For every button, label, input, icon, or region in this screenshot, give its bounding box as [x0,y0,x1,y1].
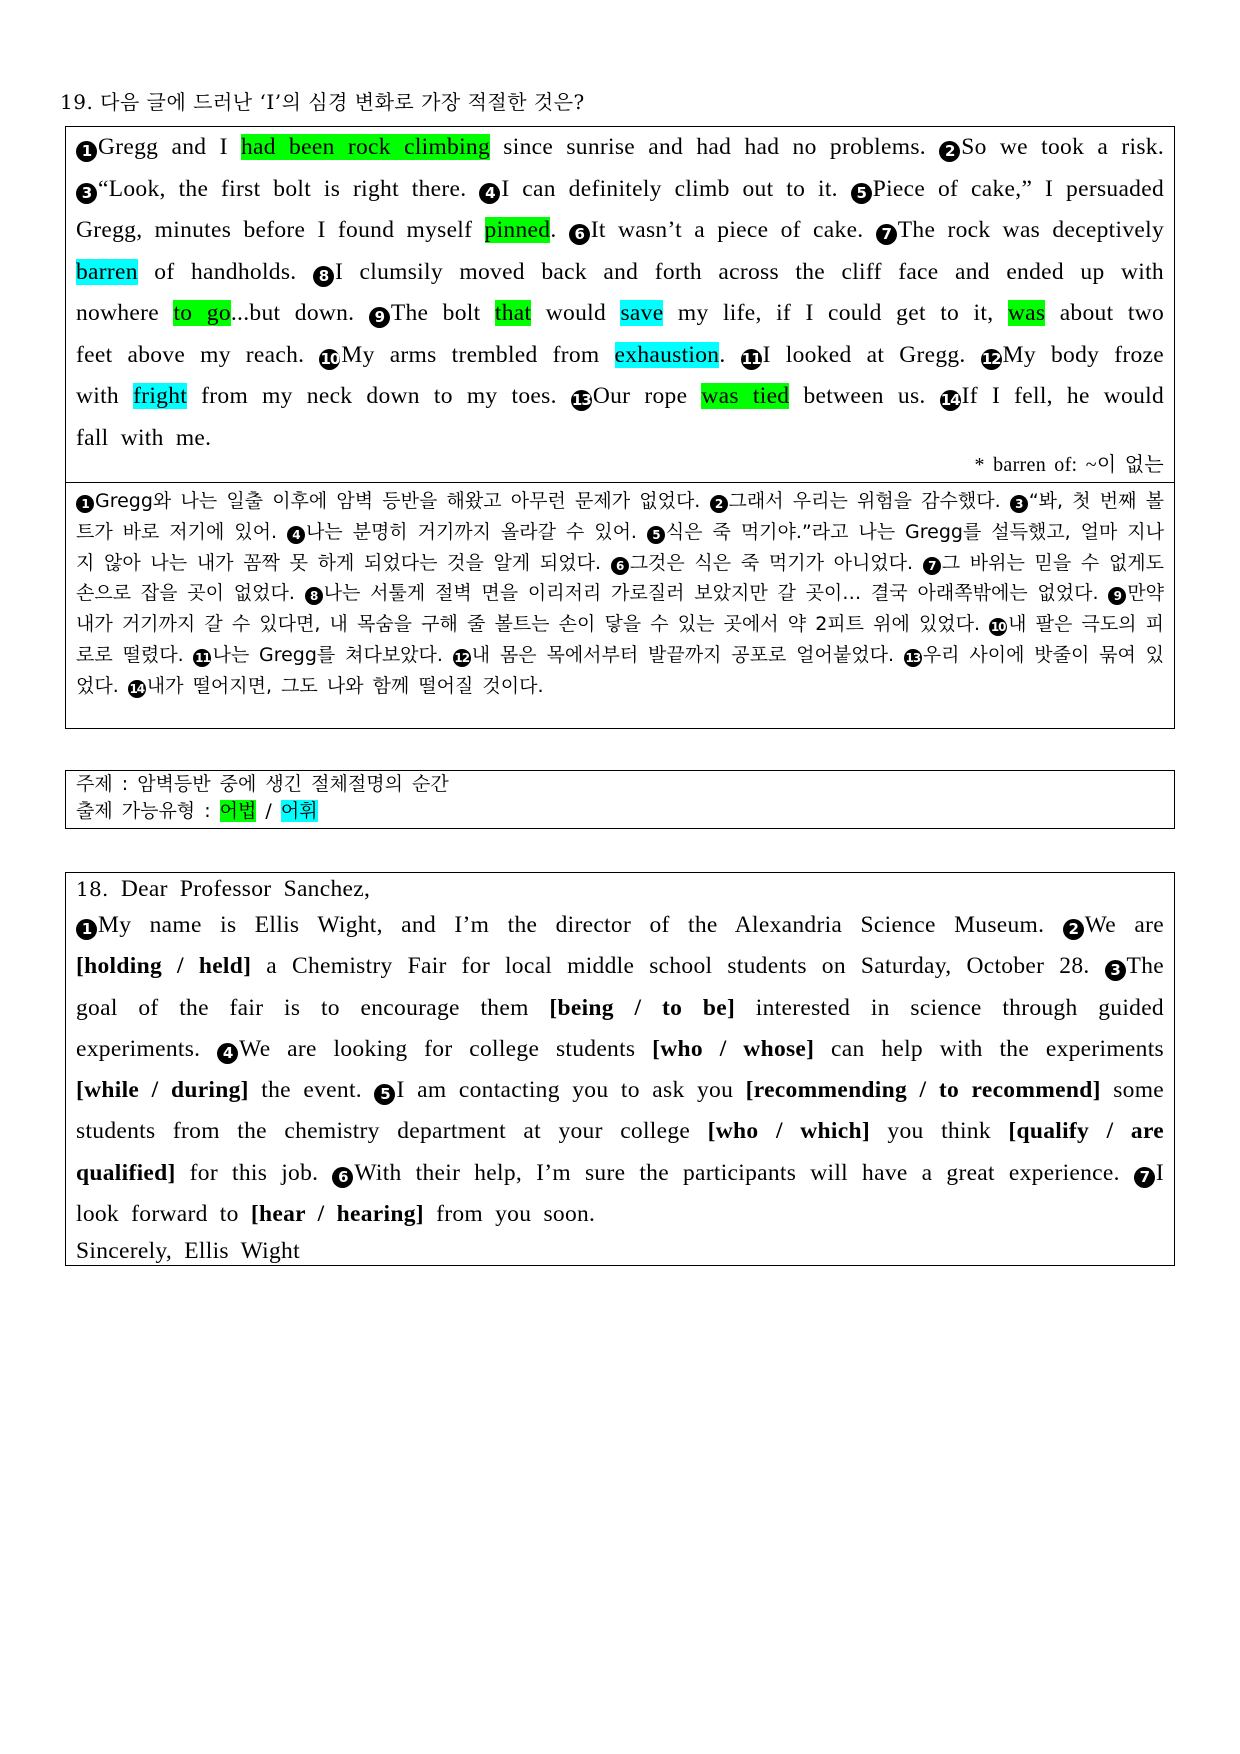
sentence-number-icon: 3 [1010,495,1028,513]
passage-text: If I fell, he would fall with me. [76,383,1165,451]
topic-value: 암벽등반 중에 생긴 절체절명의 순간 [137,773,449,795]
question-types-label: 출제 가능유형 : [76,800,220,822]
passage-text: It wasn’t a piece of cake. [590,217,876,243]
passage-text: since sunrise and had had no problems. [490,134,940,160]
passage-text: The rock was deceptively [897,217,1164,243]
letter-text: interested in science through guided experiments. [76,994,1164,1062]
translation-text: 그 바위는 믿을 수 없게도 손으로 잡을 곳이 없었다. [76,551,1165,605]
sentence-number-icon: 14 [940,391,960,409]
vocab-highlight: fright [133,383,188,409]
passage-text: I looked at Gregg. [762,341,981,368]
question-types-line [76,798,1164,825]
translation-text: 만약 내가 거기까지 갈 수 있다면, 내 목숨을 구해 줄 볼트는 손이 닿을 수 있는 곳에서 약 2피트 위에 있었다. [76,582,1164,636]
sentence-number-icon: 1 [76,141,97,162]
choice-blank: [who / which] [707,1118,870,1145]
passage-text: I clumsily moved back and forth across the cliff face and ended up with nowhere [76,258,1164,326]
sentence-number-icon: 6 [332,1167,353,1188]
choice-blank: [qualify / are qualified] [76,1118,1164,1186]
type-grammar-badge: 어법 [219,800,257,822]
sentence-number-icon: 2 [1063,919,1084,940]
passage-text: from my neck down to my toes. [187,383,571,409]
choice-blank: [hear / hearing] [250,1201,424,1228]
letter-salutation [76,873,1164,905]
sentence-number-icon: 3 [1105,960,1126,981]
question-18-number: 18. [76,877,109,901]
sentence-number-icon: 12 [454,650,470,665]
type-separator: / [256,800,281,822]
translation-text: 나는 분명히 거기까지 올라갈 수 있어. [305,520,647,543]
passage-box [65,126,1175,729]
choice-blank: [while / during] [76,1077,249,1104]
sentence-number-icon: 1 [76,495,94,513]
letter-text: I look forward to [76,1159,1164,1228]
topic-label: 주제 : [76,773,138,795]
type-vocab-badge: 어휘 [280,800,318,822]
korean-translation-text [76,486,1164,702]
translation-text: 내 몸은 목에서부터 발끝까지 공포로 얼어붙었다. [471,643,904,666]
letter-text: can help with the experiments [814,1035,1164,1062]
passage-text: about two feet above my reach. [76,300,1164,368]
question-19-title: 19. 다음 글에 드러난 ‘I’의 심경 변화로 가장 적절한 것은? [60,90,585,114]
letter-text: for this job. [175,1159,333,1186]
vocab-highlight: barren [76,258,138,285]
translation-text: 내가 떨어지면, 그도 나와 함께 떨어질 것이다. [146,674,544,697]
sentence-number-icon: 13 [571,391,591,409]
translation-text: 내 팔은 극도의 피로로 떨렸다. [76,613,1164,666]
passage-text: So we took a risk. [961,134,1164,160]
sentence-number-icon: 4 [217,1043,238,1064]
sentence-number-icon: 11 [741,349,761,368]
sentence-number-icon: 2 [710,495,728,513]
sentence-number-icon: 5 [374,1084,395,1105]
sentence-number-icon: 13 [905,650,921,665]
salutation-text: Dear Professor Sanchez, [108,876,371,902]
sentence-number-icon: 14 [129,681,145,696]
grammar-highlight: that [494,300,532,326]
sentence-number-icon: 6 [611,557,629,575]
sentence-number-icon: 4 [287,526,305,544]
sentence-number-icon: 6 [569,224,590,245]
sentence-number-icon: 11 [195,650,210,665]
english-passage-text [76,127,1164,459]
passage-text: My arms trembled from [341,341,615,368]
letter-text: I am contacting you to ask you [396,1077,746,1104]
passage-text: My body froze with [76,341,1164,409]
passage-text: “Look, the first bolt is right there. [98,175,480,202]
translation-text: 나는 Gregg를 쳐다보았다. [212,643,453,666]
translation-text: 그래서 우리는 위험을 감수했다. [728,490,1010,512]
translation-text: “봐, 첫 번째 볼트가 바로 저기에 있어. [76,490,1165,543]
choice-blank: [who / whose] [652,1035,815,1062]
sentence-number-icon: 7 [923,557,941,575]
passage-text: ...but down. [230,300,369,326]
letter-text: We are [1084,912,1165,938]
sentence-number-icon: 7 [1134,1167,1155,1188]
topic-line [76,771,1164,798]
sentence-number-icon: 2 [939,141,960,162]
passage-text: would [531,300,621,326]
sentence-number-icon: 1 [76,919,97,940]
choice-blank: [recommending / to recommend] [745,1077,1101,1104]
translation-text: 그것은 식은 죽 먹기가 아니었다. [629,551,923,574]
letter-text: some students from the chemistry department at your college [76,1077,1164,1145]
letter-signature: Sincerely, Ellis Wight [76,1238,300,1265]
translation-text: 식은 죽 먹기야.”라고 나는 Gregg를 설득했고, 얼마 지나지 않아 나는 내가 꼼짝 못 하게 되었다는 것을 알게 되었다. [76,520,1164,574]
letter-text: from you soon. [423,1201,596,1228]
translation-text: 우리 사이에 밧줄이 묶여 있었다. [76,643,1165,697]
grammar-highlight: was tied [701,383,790,409]
passage-text: of handholds. [137,258,313,285]
grammar-highlight: was [1007,300,1046,326]
choice-blank: [holding / held] [76,953,252,980]
english-passage [66,127,1174,482]
vocab-highlight: save [620,300,664,326]
sentence-number-icon: 10 [320,349,340,368]
passage-text: Piece of cake,” I persuaded Gregg, minutes before I found myself [76,175,1165,243]
letter-box [65,872,1175,1266]
passage-text: my life, if I could get to it, [663,300,1008,326]
sentence-number-icon: 5 [647,526,665,544]
translation-text: 나는 서툴게 절벽 면을 이리저리 가로질러 보았지만 갈 곳이… 결국 아래쪽밖에는 없었다. [323,582,1109,605]
sentence-number-icon: 8 [313,266,334,287]
sentence-number-icon: 8 [305,587,323,605]
sentence-number-icon: 10 [990,620,1006,635]
grammar-highlight: pinned [484,217,551,243]
sentence-number-icon: 5 [851,183,872,204]
sentence-number-icon: 9 [369,307,390,328]
sentence-number-icon: 3 [76,183,97,204]
passage-text: between us. [789,383,940,409]
topic-box [65,770,1175,829]
korean-translation [66,483,1174,702]
passage-text: . [550,217,569,243]
passage-text: Our rope [592,383,702,409]
letter-text: the event. [248,1077,375,1104]
letter-text: With their help, I’m sure the participants will have a great experience. [354,1159,1134,1186]
vocab-highlight: exhaustion [614,341,720,368]
letter-text: The goal of the fair is to encourage them [76,953,1164,1021]
choice-blank: [being / to be] [549,994,736,1021]
sentence-number-icon: 4 [479,183,500,204]
footnote: * barren of: ~이 없는 [974,453,1164,476]
sentence-number-icon: 7 [876,224,897,245]
grammar-highlight: had been rock climbing [240,134,491,160]
sentence-number-icon: 12 [981,349,1001,368]
translation-text: Gregg와 나는 일출 이후에 암벽 등반을 해왔고 아무런 문제가 없었다. [95,490,710,512]
passage-text: . [719,341,741,368]
letter-text: you think [869,1118,1009,1145]
passage-text: The bolt [390,300,495,326]
letter-text: We are looking for college students [239,1035,653,1062]
sentence-number-icon: 9 [1108,587,1126,605]
letter-body [76,905,1164,1235]
passage-text: Gregg and I [98,134,241,160]
letter-text: a Chemistry Fair for local middle school students on Saturday, October 28. [251,953,1105,980]
passage-text: I can definitely climb out to it. [501,175,851,202]
grammar-highlight: to go [173,300,231,326]
letter-text: My name is Ellis Wight, and I’m the director of the Alexandria Science Museum. [98,912,1063,938]
